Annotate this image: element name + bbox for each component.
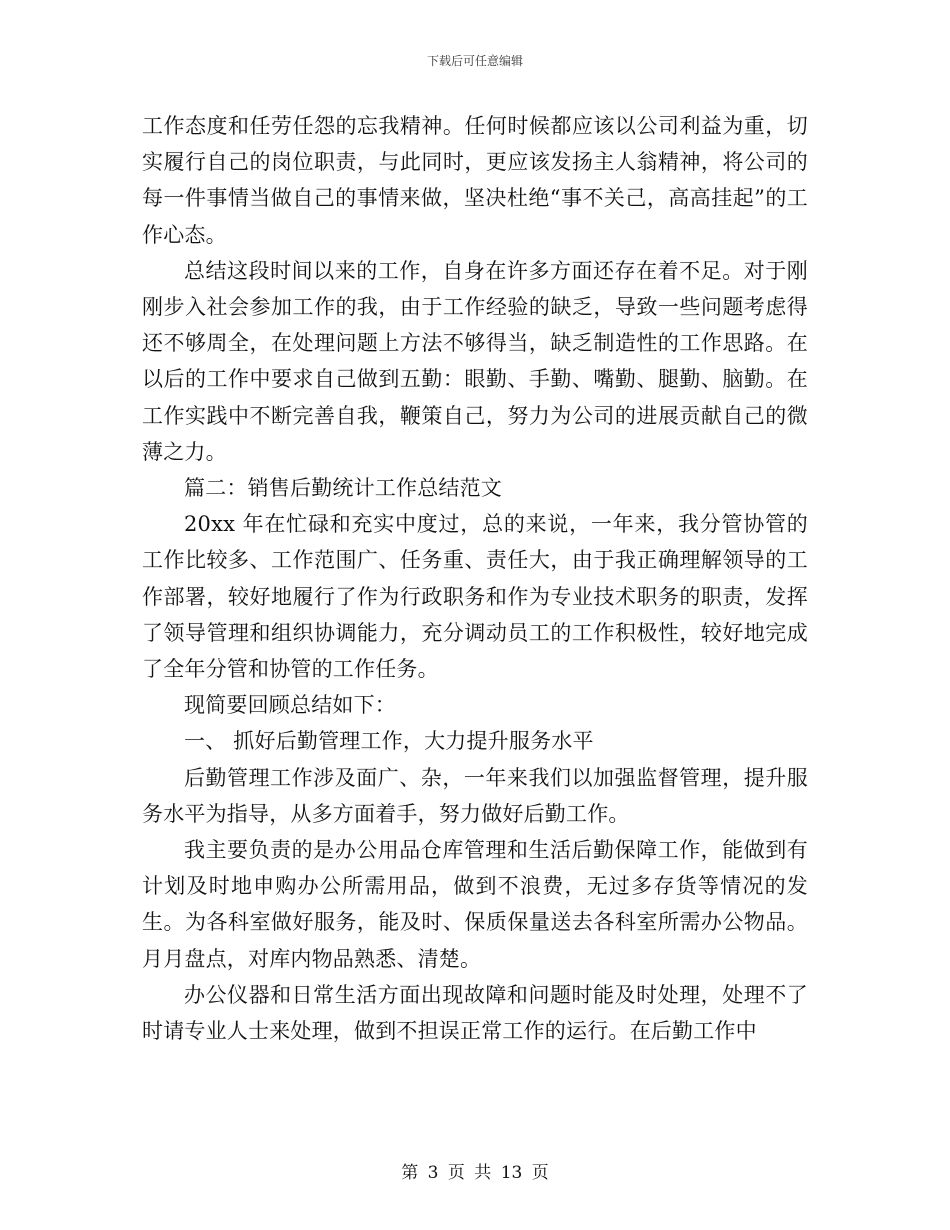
subsection-title: 一、 抓好后勤管理工作，大力提升服务水平	[184, 729, 594, 754]
section-title: 篇二：销售后勤统计工作总结范文	[184, 476, 502, 501]
paragraph: 现简要回顾总结如下：	[184, 693, 396, 718]
paragraph: 我主要负责的是办公用品仓库管理和生活后勤保障工作，能做到有计划及时地申购办公所需用品，做到不浪费，无过多存货等情况的发生。为各科室做好服务，能及时、保质保量送去各科室所需办公物品。月月盘点，对库内物品熟悉、清楚。	[142, 838, 808, 971]
paragraph: 办公仪器和日常生活方面出现故障和问题时能及时处理，处理不了时请专业人士来处理，做到不担误正常工作的运行。在后勤工作中	[142, 982, 808, 1044]
paragraph: 总结这段时间以来的工作，自身在许多方面还存在着不足。对于刚刚步入社会参加工作的我，由于工作经验的缺乏，导致一些问题考虑得还不够周全，在处理问题上方法不够得当，缺乏制造性的工作思路。在以后的工作中要求自己做到五勤：眼勤、手勤、嘴勤、腿勤、脑勤。在工作实践中不断完善自我，鞭策自己，努力为公司的进展贡献自己的微薄之力。	[142, 258, 808, 464]
paragraph: 工作态度和任劳任怨的忘我精神。任何时候都应该以公司利益为重，切实履行自己的岗位职责，与此同时，更应该发扬主人翁精神，将公司的每一件事情当做自己的事情来做，坚决杜绝“事不关己，高高挂起”的工作心态。	[142, 114, 808, 247]
document-body	[142, 108, 808, 1049]
page-header: 下载后可任意编辑	[426, 54, 523, 68]
paragraph: 后勤管理工作涉及面广、杂，一年来我们以加强监督管理，提升服务水平为指导，从多方面着手，努力做好后勤工作。	[142, 765, 808, 826]
paragraph: 20xx 年在忙碌和充实中度过，总的来说，一年来，我分管协管的工作比较多、工作范围广、任务重、责任大，由于我正确理解领导的工作部署，较好地履行了作为行政职务和作为专业技术职务的职责，发挥了领导管理和组织协调能力，充分调动员工的工作积极性，较好地完成了全年分管和协管的工作任务。	[142, 512, 808, 682]
page-number-footer: 第 3 页 共 13 页	[401, 1163, 549, 1183]
